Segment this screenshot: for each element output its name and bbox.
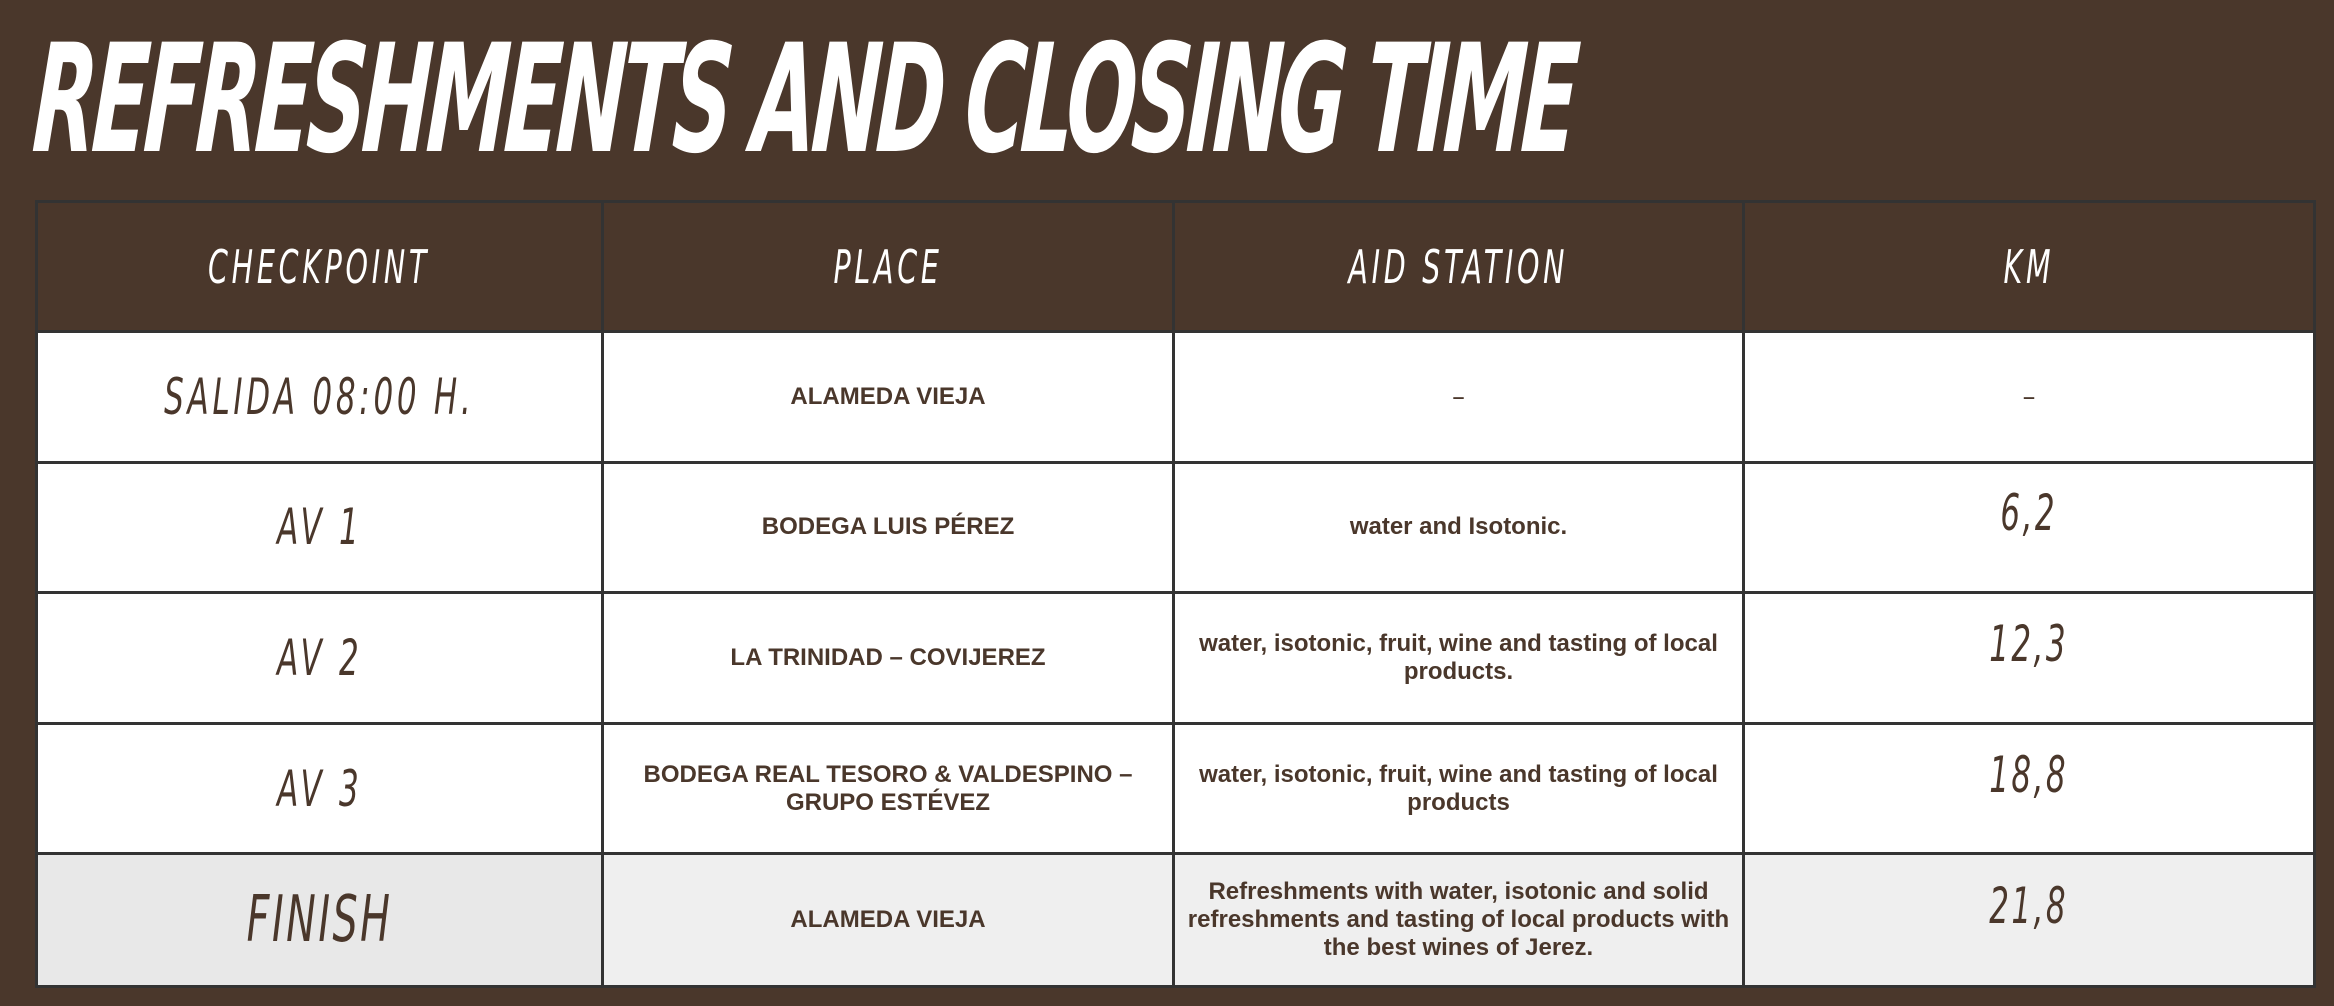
header-place — [603, 202, 1174, 332]
checkpoint-value: SALIDA 08:00 H. — [164, 367, 475, 426]
km-value: 6,2 — [2000, 484, 2058, 543]
km-value: 21,8 — [1989, 877, 2069, 936]
km-value: 18,8 — [1989, 745, 2069, 804]
checkpoint-value: AV 1 — [276, 498, 363, 557]
place-cell — [603, 723, 1174, 854]
km-cell — [1744, 332, 2315, 463]
km-cell — [1744, 854, 2315, 987]
aid-station-value: water, isotonic, fruit, wine and tasting of local products — [1199, 760, 1718, 816]
header-aid-station-label: AID STATION — [1348, 239, 1569, 294]
checkpoint-value: AV 3 — [276, 759, 363, 818]
header-place-label: PLACE — [833, 239, 943, 294]
table-row-finish — [37, 854, 2315, 987]
table-header-row — [37, 202, 2315, 332]
checkpoint-cell — [37, 854, 603, 987]
aid-station-cell — [1174, 332, 1744, 463]
header-aid-station — [1174, 202, 1744, 332]
page-title: REFRESHMENTS AND CLOSING TIME — [28, 13, 1580, 187]
table-row — [37, 723, 2315, 854]
aid-station-cell — [1174, 723, 1744, 854]
aid-station-cell — [1174, 854, 1744, 987]
place-value: LA TRINIDAD – COVIJEREZ — [730, 643, 1046, 671]
aid-station-cell — [1174, 462, 1744, 593]
km-cell — [1744, 723, 2315, 854]
table-row — [37, 593, 2315, 724]
aid-station-value: – — [1452, 381, 1465, 412]
km-value: 12,3 — [1989, 614, 2069, 673]
km-value: – — [2022, 381, 2036, 412]
place-value: ALAMEDA VIEJA — [790, 382, 986, 410]
place-value: ALAMEDA VIEJA — [790, 906, 986, 934]
checkpoint-cell — [37, 462, 603, 593]
table-row — [37, 462, 2315, 593]
km-cell — [1744, 593, 2315, 724]
header-checkpoint-label: CHECKPOINT — [208, 239, 431, 294]
header-checkpoint — [37, 202, 603, 332]
place-cell — [603, 462, 1174, 593]
checkpoint-value: FINISH — [246, 883, 393, 958]
place-cell — [603, 593, 1174, 724]
checkpoint-cell — [37, 332, 603, 463]
refreshments-table — [35, 200, 2316, 988]
checkpoint-cell — [37, 593, 603, 724]
checkpoint-cell — [37, 723, 603, 854]
place-value: BODEGA LUIS PÉREZ — [761, 513, 1015, 541]
place-cell — [603, 854, 1174, 987]
header-km-label: KM — [2003, 239, 2055, 294]
km-cell — [1744, 462, 2315, 593]
place-value: BODEGA REAL TESORO & VALDESPINO – GRUPO ESTÉVEZ — [643, 760, 1133, 816]
aid-station-value: Refreshments with water, isotonic and solid refreshments and tasting of local products with the best wines of Jerez. — [1187, 878, 1730, 962]
aid-station-value: water, isotonic, fruit, wine and tasting of local products. — [1199, 629, 1718, 685]
header-km — [1744, 202, 2315, 332]
table-row — [37, 332, 2315, 463]
aid-station-value: water and Isotonic. — [1349, 513, 1568, 541]
checkpoint-value: AV 2 — [276, 628, 363, 687]
place-cell — [603, 332, 1174, 463]
aid-station-cell — [1174, 593, 1744, 724]
